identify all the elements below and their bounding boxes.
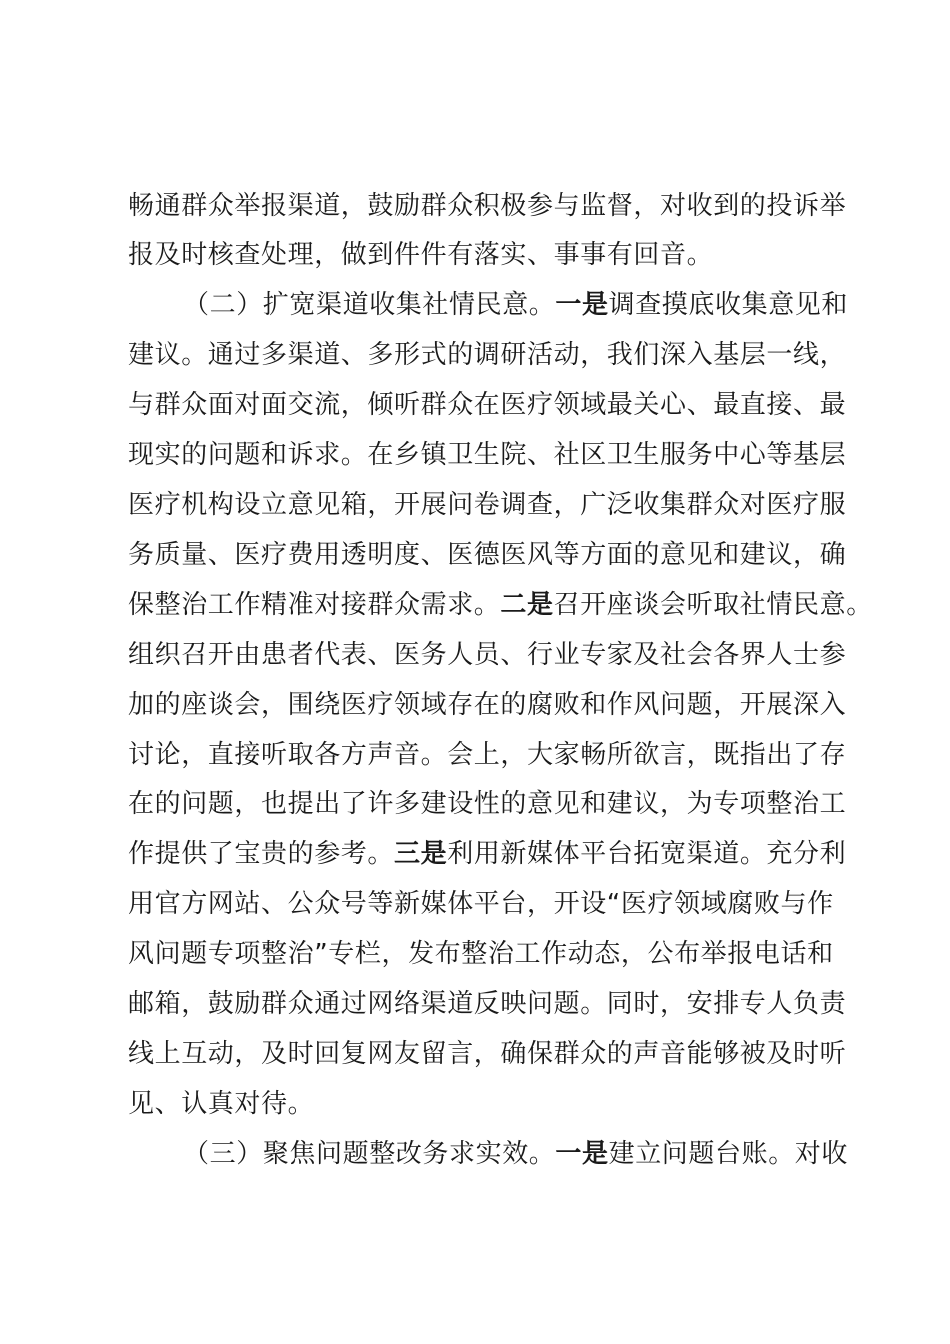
text-line: 线上互动，及时回复网友留言，确保群众的声音能够被及时听 <box>128 1039 847 1069</box>
section-heading: （三）聚焦问题整改务求实效。 <box>183 1139 556 1169</box>
bold-marker: 二是 <box>500 590 554 620</box>
text-line: 组织召开由患者代表、医务人员、行业专家及社会各界人士参 <box>128 640 847 670</box>
text-line: 加的座谈会，围绕医疗领域存在的腐败和作风问题，开展深入 <box>128 690 847 720</box>
text-span: 调查摸底收集意见和 <box>608 290 849 320</box>
section-heading: （二）扩宽渠道收集社情民意。 <box>183 290 556 320</box>
text-span: 作提供了宝贵的参考。 <box>128 839 395 869</box>
text-span: 建立问题台账。对收 <box>608 1139 849 1169</box>
text-line: 报及时核查处理，做到件件有落实、事事有回音。 <box>128 240 714 270</box>
text-line: 现实的问题和诉求。在乡镇卫生院、社区卫生服务中心等基层 <box>128 440 847 470</box>
text-line <box>128 580 873 630</box>
text-line: 见、认真对待。 <box>128 1089 315 1119</box>
text-line: 风问题专项整治”专栏，发布整治工作动态，公布举报电话和 <box>128 939 834 969</box>
text-line: 建议。通过多渠道、多形式的调研活动，我们深入基层一线， <box>128 340 847 370</box>
text-line: 与群众面对面交流，倾听群众在医疗领域最关心、最直接、最 <box>128 390 847 420</box>
bold-marker: 一是 <box>555 290 609 320</box>
bold-marker: 一是 <box>555 1139 609 1169</box>
text-line: 在的问题，也提出了许多建设性的意见和建议，为专项整治工 <box>128 789 847 819</box>
text-line <box>128 829 846 879</box>
text-span: 利用新媒体平台拓宽渠道。充分利 <box>447 839 847 869</box>
text-line: 畅通群众举报渠道，鼓励群众积极参与监督，对收到的投诉举 <box>128 191 847 221</box>
section-heading-line <box>183 280 848 330</box>
text-line: 邮箱，鼓励群众通过网络渠道反映问题。同时，安排专人负责 <box>128 989 847 1019</box>
text-line: 务质量、医疗费用透明度、医德医风等方面的意见和建议，确 <box>128 540 847 570</box>
bold-marker: 三是 <box>394 839 448 869</box>
text-span: 保整治工作精准对接群众需求。 <box>128 590 501 620</box>
text-line: 讨论，直接听取各方声音。会上，大家畅所欲言，既指出了存 <box>128 740 847 770</box>
text-line: 用官方网站、公众号等新媒体平台，开设“医疗领域腐败与作 <box>128 889 834 919</box>
section-heading-line <box>183 1129 848 1179</box>
text-span: 召开座谈会听取社情民意。 <box>553 590 873 620</box>
text-line: 医疗机构设立意见箱，开展问卷调查，广泛收集群众对医疗服 <box>128 490 847 520</box>
